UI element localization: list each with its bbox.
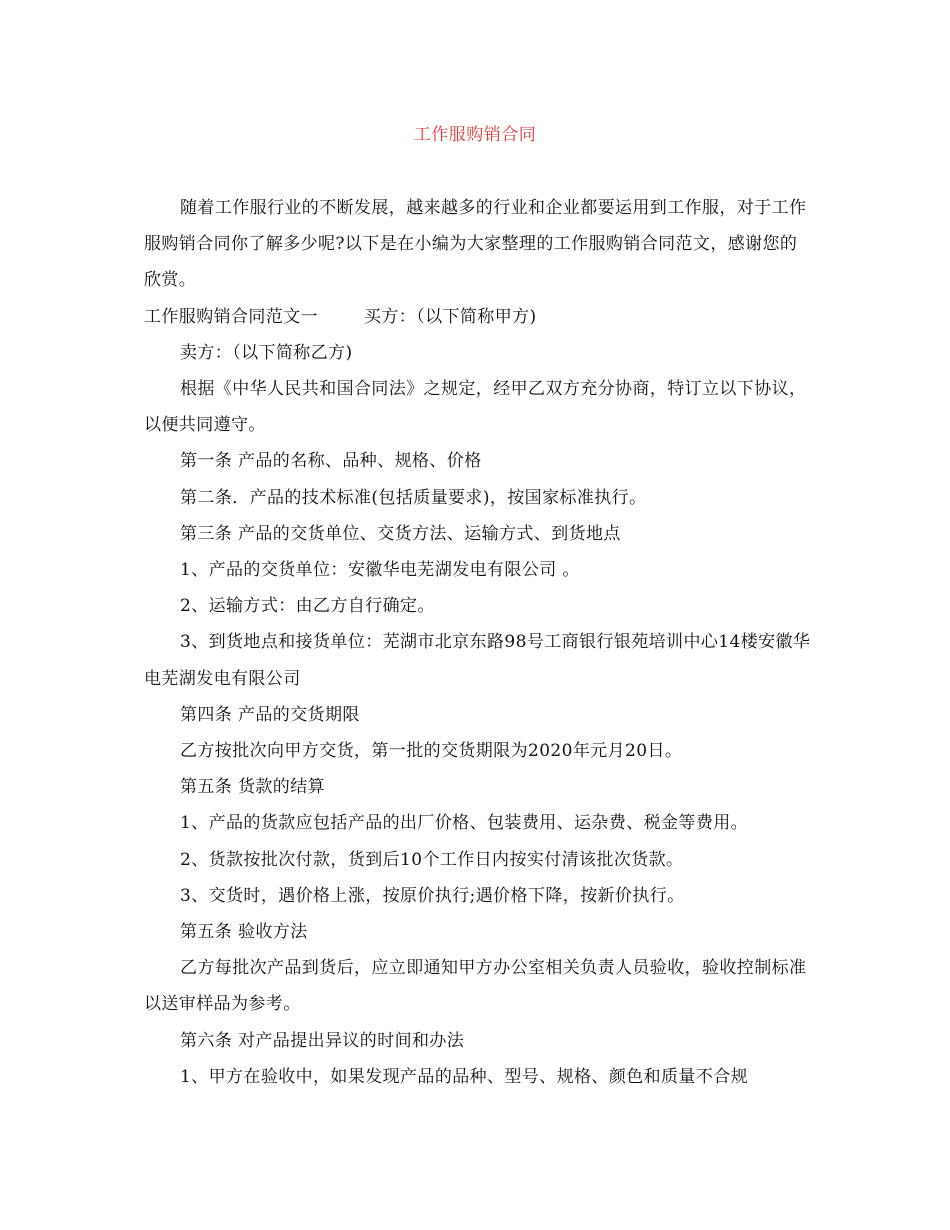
document-body — [144, 190, 812, 1095]
article-5-heading: 第五条 货款的结算 — [180, 777, 326, 798]
article-1-heading: 第一条 产品的名称、品种、规格、价格 — [180, 451, 482, 472]
section-heading-line — [144, 299, 812, 335]
article-3-item-1: 1、产品的交货单位：安徽华电芜湖发电有限公司 。 — [180, 560, 580, 581]
article-5-item-1: 1、产品的货款应包括产品的出厂价格、包装费用、运杂费、税金等费用。 — [180, 813, 749, 834]
seller-clause: 卖方：（以下简称乙方) — [180, 342, 353, 363]
article-3-item-3: 3、到货地点和接货单位：芜湖市北京东路98号工商银行银苑培训中心14楼安徽华电芜湖发电有限公司 — [144, 632, 811, 689]
article-3-heading: 第三条 产品的交货单位、交货方法、运输方式、到货地点 — [180, 523, 621, 544]
article-6-heading: 第六条 对产品提出异议的时间和办法 — [180, 1030, 465, 1051]
section-heading: 工作服购销合同范文一 — [144, 306, 318, 327]
intro-paragraph: 随着工作服行业的不断发展，越来越多的行业和企业都要运用到工作服，对于工作服购销合同你了解多少呢?以下是在小编为大家整理的工作服购销合同范文，感谢您的欣赏。 — [144, 198, 807, 291]
buyer-clause: 买方：（以下简称甲方) — [364, 306, 537, 327]
article-5-item-3: 3、交货时，遇价格上涨，按原价执行;遇价格下降，按新价执行。 — [180, 885, 685, 906]
article-5b-item-1: 乙方每批次产品到货后，应立即通知甲方办公室相关负责人员验收，验收控制标准以送审样品为参考。 — [144, 958, 807, 1015]
basis-paragraph: 根据《中华人民共和国合同法》之规定，经甲乙双方充分协商，特订立以下协议，以便共同遵守。 — [144, 379, 807, 436]
article-4-heading: 第四条 产品的交货期限 — [180, 704, 360, 725]
document-title: 工作服购销合同 — [413, 125, 537, 145]
article-6-item-1: 1、甲方在验收中，如果发现产品的品种、型号、规格、颜色和质量不合规 — [180, 1066, 749, 1087]
article-5b-heading: 第五条 验收方法 — [180, 922, 308, 943]
article-5-item-2: 2、货款按批次付款，货到后10个工作日内按实付清该批次货款。 — [180, 849, 684, 870]
article-4-item-1: 乙方按批次向甲方交货，第一批的交货期限为2020年元月20日。 — [180, 741, 683, 762]
article-3-item-2: 2、运输方式：由乙方自行确定。 — [180, 596, 435, 617]
article-2-text: 第二条．产品的技术标准(包括质量要求)，按国家标准执行。 — [180, 487, 647, 508]
